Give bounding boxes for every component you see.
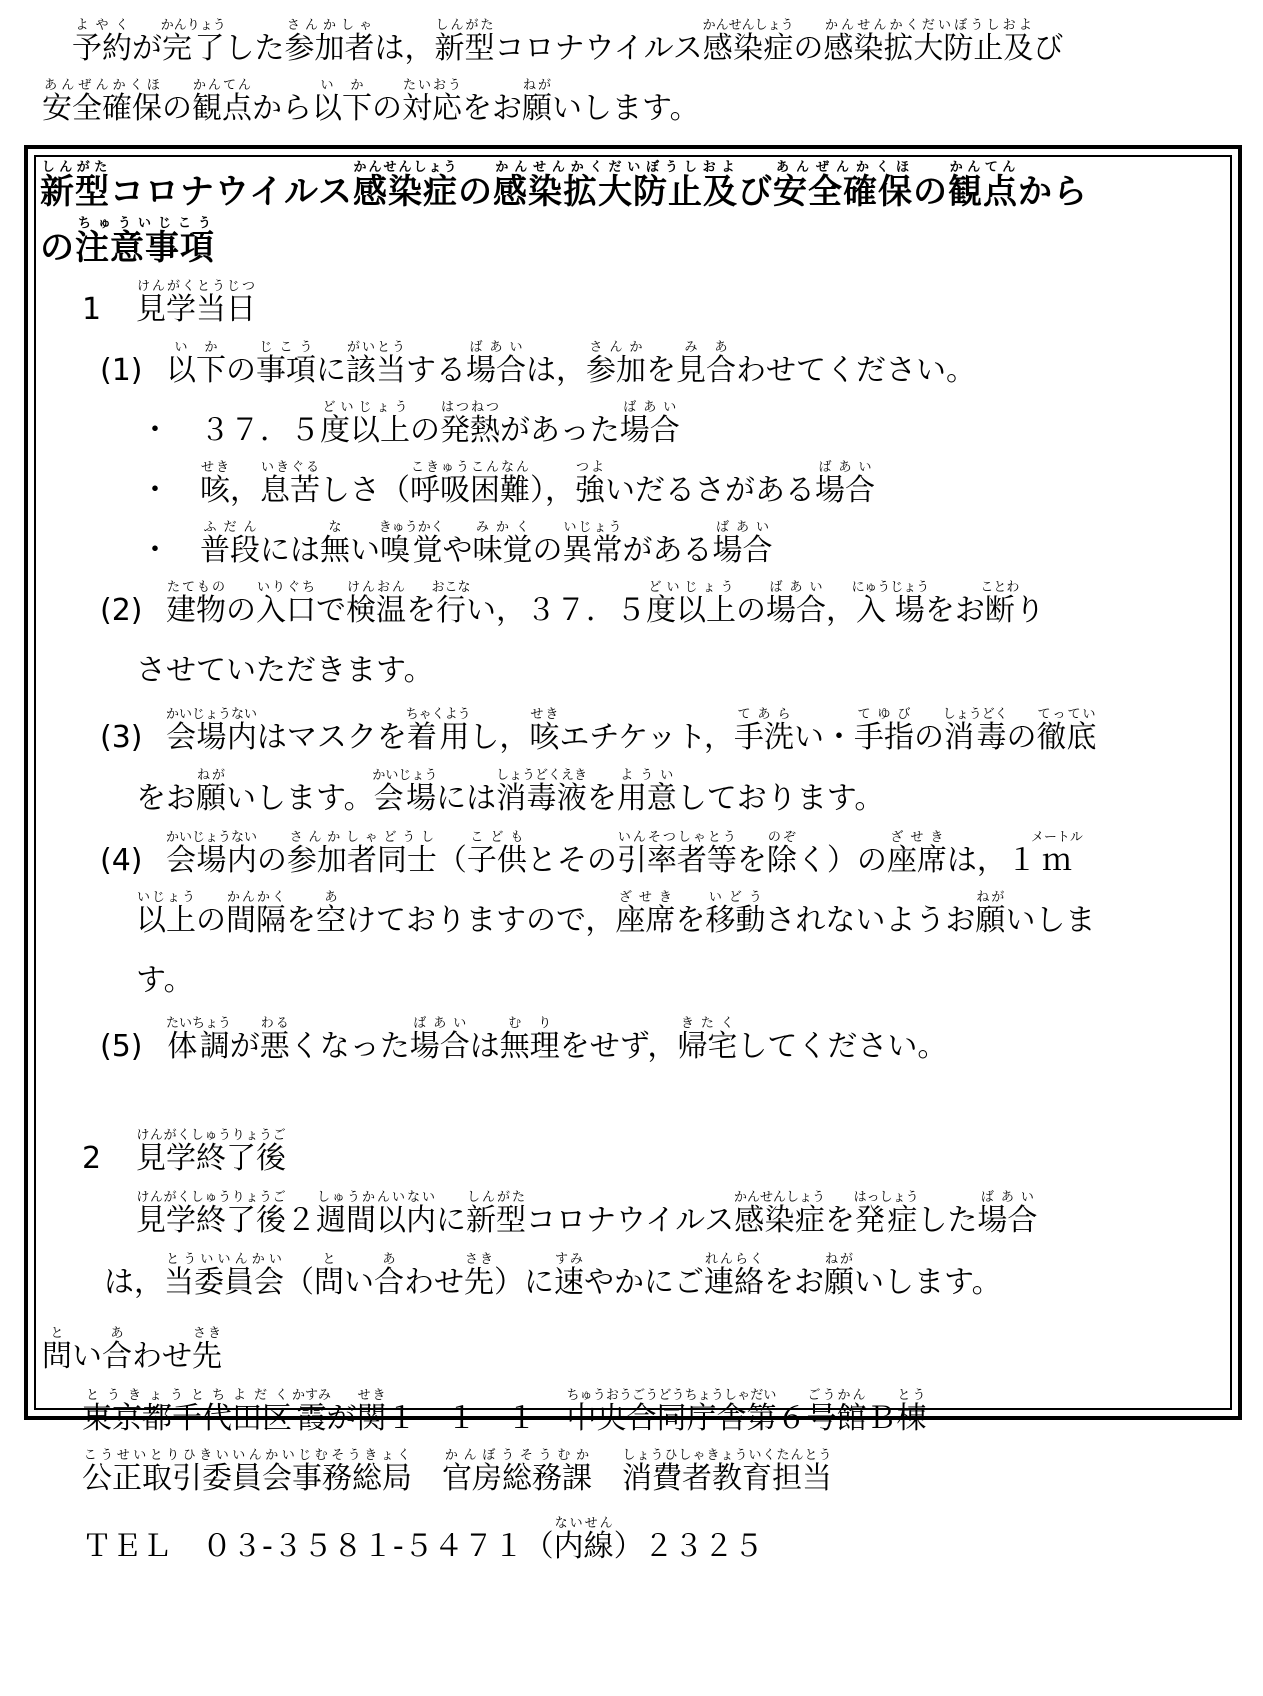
ruby-word: 対応たいおう: [402, 78, 462, 126]
ruby-word: 東京都千代田区とうきょうとちよだく: [82, 1388, 292, 1436]
ruby-word: 関せき: [356, 1388, 387, 1436]
item-2-cont: させていただきます。: [136, 653, 434, 688]
ruby-word: 安全確保あんぜんかくほ: [42, 78, 162, 126]
item-4-number: (4): [100, 843, 143, 878]
ruby-word: 手指てゆび: [853, 707, 914, 755]
ruby-word: 場合ばあい: [977, 1190, 1038, 1238]
ruby-word: 感染症かんせんしょう: [702, 18, 794, 66]
item-4-cont: 以上いじょうの間隔かんかくを空あけておりますので，座席ざせきを移動いどうされないようお願ねがいしま: [136, 890, 1096, 938]
ruby-word: 発熱はつねつ: [440, 400, 500, 448]
ruby-word: 消毒しょうどく: [942, 707, 1008, 755]
ruby-word: 完了かんりょう: [160, 18, 226, 66]
ruby-word: 見学終了後けんがくしゅうりょうご: [136, 1190, 286, 1238]
ruby-word: 場合ばあい: [815, 460, 875, 508]
ruby-word: ｍメートル: [1030, 830, 1083, 878]
ruby-word: 感染症かんせんしょう: [734, 1190, 826, 1238]
ruby-word: 以上いじょう: [136, 890, 196, 938]
contact-address: 東京都千代田区とうきょうとちよだく霞かすみが関せき１－１－１ 中央合同庁舎第ちゅうおうごうどうちょうしゃだい６号館ごうかんＢ棟とう: [82, 1388, 927, 1436]
item-4-text: 会場内かいじょうないの参加者同士さんかしゃどうし（子供こどもとその引率者等いんそつしゃとうを除のぞく）の座席ざせきは，１ｍメートル: [166, 830, 1083, 878]
ruby-word: 見学終了後けんがくしゅうりょうご: [136, 1128, 286, 1176]
ruby-word: 悪わる: [259, 1016, 290, 1064]
ruby-word: 着用ちゃくよう: [405, 707, 471, 755]
ruby-word: 官房総務課かんぼうそうむか: [442, 1448, 592, 1496]
ruby-word: 建物たてもの: [166, 580, 226, 628]
ruby-word: 霞かすみ: [292, 1388, 332, 1436]
ruby-word: 見学当日けんがくとうじつ: [136, 279, 256, 327]
item-1-number: (1): [100, 353, 143, 388]
item-3-number: (3): [100, 720, 143, 755]
section-2-heading: [82, 1128, 286, 1174]
ruby-word: 新型しんがた: [466, 1190, 526, 1238]
ruby-word: 咳せき: [529, 707, 560, 755]
ruby-word: 号館ごうかん: [806, 1388, 867, 1436]
ruby-word: 無理むり: [499, 1016, 560, 1064]
ruby-word: 問と: [314, 1252, 344, 1300]
ruby-word: 参加者同士さんかしゃどうし: [286, 830, 437, 878]
ruby-word: 引率者等いんそつしゃとう: [616, 830, 737, 878]
ruby-word: 参加さんか: [586, 340, 646, 388]
ruby-word: 感染拡大防止及かんせんかくだいぼうしおよ: [492, 160, 738, 212]
ruby-word: 呼吸困難こきゅうこんなん: [410, 460, 530, 508]
bullet-fever: ・ ３７．５度以上どいじょうの発熱はつねつがあった場合ばあい: [140, 400, 680, 448]
ruby-word: 新型しんがた: [40, 160, 110, 212]
item-1-text: 以下いかの事項じこうに該当がいとうする場合ばあいは，参加さんかを見合みあわせてください。: [166, 340, 976, 388]
ruby-word: 中央合同庁舎第ちゅうおうごうどうちょうしゃだい: [566, 1388, 777, 1436]
ruby-word: 先さき: [192, 1326, 222, 1374]
ruby-word: 検温けんおん: [346, 580, 406, 628]
bullet-smell-taste: ・ 普段ふだんには無ない嗅覚きゅうかくや味覚みかくの異常いじょうがある場合ばあい: [140, 520, 773, 568]
item-4: [100, 830, 1083, 876]
intro-line-2: 安全確保あんぜんかくほの観点かんてんから以下いかの対応たいおうをお願ねがいします。: [42, 78, 700, 126]
ruby-word: 観点かんてん: [947, 160, 1018, 212]
contact-phone: ＴＥＬ ０３-３５８１-５４７１（内線ないせん）２３２５: [82, 1516, 764, 1564]
ruby-word: 安全確保あんぜんかくほ: [772, 160, 913, 212]
ruby-word: 以下いか: [312, 78, 372, 126]
ruby-word: 体調たいちょう: [166, 1016, 232, 1064]
ruby-word: 場合ばあい: [766, 580, 826, 628]
contact-title: 問とい合あわせ先さき: [42, 1326, 222, 1374]
ruby-word: 合あ: [102, 1326, 132, 1374]
ruby-word: 先さき: [464, 1252, 494, 1300]
ruby-word: 行おこな: [431, 580, 471, 628]
ruby-word: 会場かいじょう: [372, 768, 438, 816]
ruby-word: 徹底てってい: [1036, 707, 1097, 755]
ruby-word: 注意事項ちゅういじこう: [75, 216, 215, 268]
ruby-word: 入場にゅうじょう: [851, 580, 930, 628]
ruby-word: 場合ばあい: [409, 1016, 470, 1064]
ruby-word: 会場内かいじょうない: [166, 707, 258, 755]
section-1-heading: [82, 279, 256, 325]
section-2-number: 2: [82, 1141, 102, 1176]
ruby-word: 場合ばあい: [712, 520, 773, 568]
ruby-word: 合あ: [374, 1252, 404, 1300]
ruby-word: 感染拡大防止及かんせんかくだいぼうしおよ: [823, 18, 1034, 66]
ruby-word: 感染症かんせんしょう: [352, 160, 458, 212]
contact-office: [82, 1448, 832, 1494]
ruby-word: 座席ざせき: [615, 890, 676, 938]
ruby-word: 発症はっしょう: [853, 1190, 919, 1238]
ruby-word: 用意ようい: [616, 768, 677, 816]
item-3-text: 会場内かいじょうないはマスクを着用ちゃくようし，咳せきエチケット，手洗てあらい・手指てゆびの消毒しょうどくの徹底てってい: [166, 707, 1097, 755]
ruby-word: 空あ: [316, 890, 346, 938]
section-2-title: [136, 1128, 286, 1176]
ruby-word: 週間以内しゅうかんいない: [316, 1190, 436, 1238]
ruby-word: 願ねが: [975, 890, 1006, 938]
ruby-word: 除のぞ: [766, 830, 797, 878]
ruby-word: 会場内かいじょうない: [166, 830, 258, 878]
ruby-word: 見合みあ: [676, 340, 736, 388]
ruby-word: 連絡れんらく: [704, 1252, 764, 1300]
item-5-number: (5): [100, 1029, 143, 1064]
section-1-number: 1: [82, 292, 102, 327]
ruby-word: 移動いどう: [705, 890, 766, 938]
ruby-word: 場合ばあい: [619, 400, 680, 448]
ruby-word: 当委員会とういいんかい: [164, 1252, 284, 1300]
notice-title-line-2: の注意事項ちゅういじこう: [40, 216, 215, 268]
ruby-word: 速すみ: [554, 1252, 584, 1300]
ruby-word: 帰宅きたく: [677, 1016, 738, 1064]
ruby-word: 内線ないせん: [553, 1516, 614, 1564]
section-2-text: 見学終了後けんがくしゅうりょうご２週間以内しゅうかんいないに新型しんがたコロナウイルス感染症かんせんしょうを発症はっしょうした場合ばあい: [136, 1190, 1038, 1238]
section-2-text-cont: は，当委員会とういいんかい（問とい合あわせ先さき）に速すみやかにご連絡れんらくをお願ねがいします。: [104, 1252, 1002, 1300]
ruby-word: 座席ざせき: [886, 830, 947, 878]
item-5: [100, 1016, 947, 1062]
ruby-word: 入口いりぐち: [256, 580, 316, 628]
item-3: [100, 707, 1097, 753]
ruby-word: 手洗てあら: [733, 707, 794, 755]
ruby-word: 間隔かんかく: [226, 890, 286, 938]
ruby-word: 強つよ: [575, 460, 605, 508]
notice-title-line-1: 新型しんがたコロナウイルス感染症かんせんしょうの感染拡大防止及かんせんかくだいぼうしおよび安全確保あんぜんかくほの観点かんてんから: [40, 160, 1088, 212]
ruby-word: 咳せき: [200, 460, 230, 508]
ruby-word: 棟とう: [896, 1388, 927, 1436]
ruby-word: 予約よやく: [72, 18, 132, 66]
ruby-word: 以下いか: [166, 340, 226, 388]
ruby-word: 消費者教育担当しょうひしゃきょういくたんとう: [622, 1448, 832, 1496]
ruby-word: 問と: [42, 1326, 72, 1374]
ruby-word: 異常いじょう: [562, 520, 623, 568]
item-1: [100, 340, 976, 386]
ruby-word: 度以上どいじょう: [646, 580, 736, 628]
item-2-text: 建物たてものの入口いりぐちで検温けんおんを行おこない，３７．５度以上どいじょうの場合ばあい，入場にゅうじょうをお断ことわり: [166, 580, 1045, 628]
ruby-word: 無な: [320, 520, 350, 568]
ruby-word: 味覚みかく: [472, 520, 533, 568]
ruby-word: 事項じこう: [256, 340, 316, 388]
ruby-word: 参加者さんかしゃ: [284, 18, 375, 66]
ruby-word: 消毒液しょうどくえき: [495, 768, 587, 816]
ruby-word: 公正取引委員会事務総局こうせいとりひきいいんかいじむそうきょく: [82, 1448, 412, 1496]
ruby-word: 新型しんがた: [434, 18, 495, 66]
item-4-cont-2: す。: [136, 963, 194, 998]
item-2: [100, 580, 1045, 626]
ruby-word: 嗅覚きゅうかく: [378, 520, 444, 568]
ruby-word: 断ことわ: [980, 580, 1020, 628]
intro-line-1: 予約よやくが完了かんりょうした参加者さんかしゃは，新型しんがたコロナウイルス感染症かんせんしょうの感染拡大防止及かんせんかくだいぼうしおよび: [72, 18, 1064, 66]
ruby-word: 該当がいとう: [346, 340, 406, 388]
ruby-word: 願ねが: [522, 78, 552, 126]
item-3-cont: をお願ねがいします。会場かいじょうには消毒液しょうどくえきを用意よういしております。: [136, 768, 885, 816]
ruby-word: 観点かんてん: [192, 78, 252, 126]
ruby-word: 普段ふだん: [200, 520, 260, 568]
ruby-word: 子供こども: [466, 830, 527, 878]
ruby-word: 場合ばあい: [466, 340, 526, 388]
ruby-word: 度以上どいじょう: [320, 400, 410, 448]
ruby-word: 願ねが: [824, 1252, 854, 1300]
ruby-word: 願ねが: [196, 768, 226, 816]
item-2-number: (2): [100, 593, 143, 628]
section-1-title: [136, 279, 256, 327]
item-5-text: 体調たいちょうが悪わるくなった場合ばあいは無理むりをせず，帰宅きたくしてください。: [166, 1016, 948, 1064]
bullet-cough: ・ 咳せき，息苦いきぐるしさ（呼吸困難こきゅうこんなん），強つよいだるさがある場合ばあい: [140, 460, 875, 508]
ruby-word: 息苦いきぐる: [260, 460, 320, 508]
